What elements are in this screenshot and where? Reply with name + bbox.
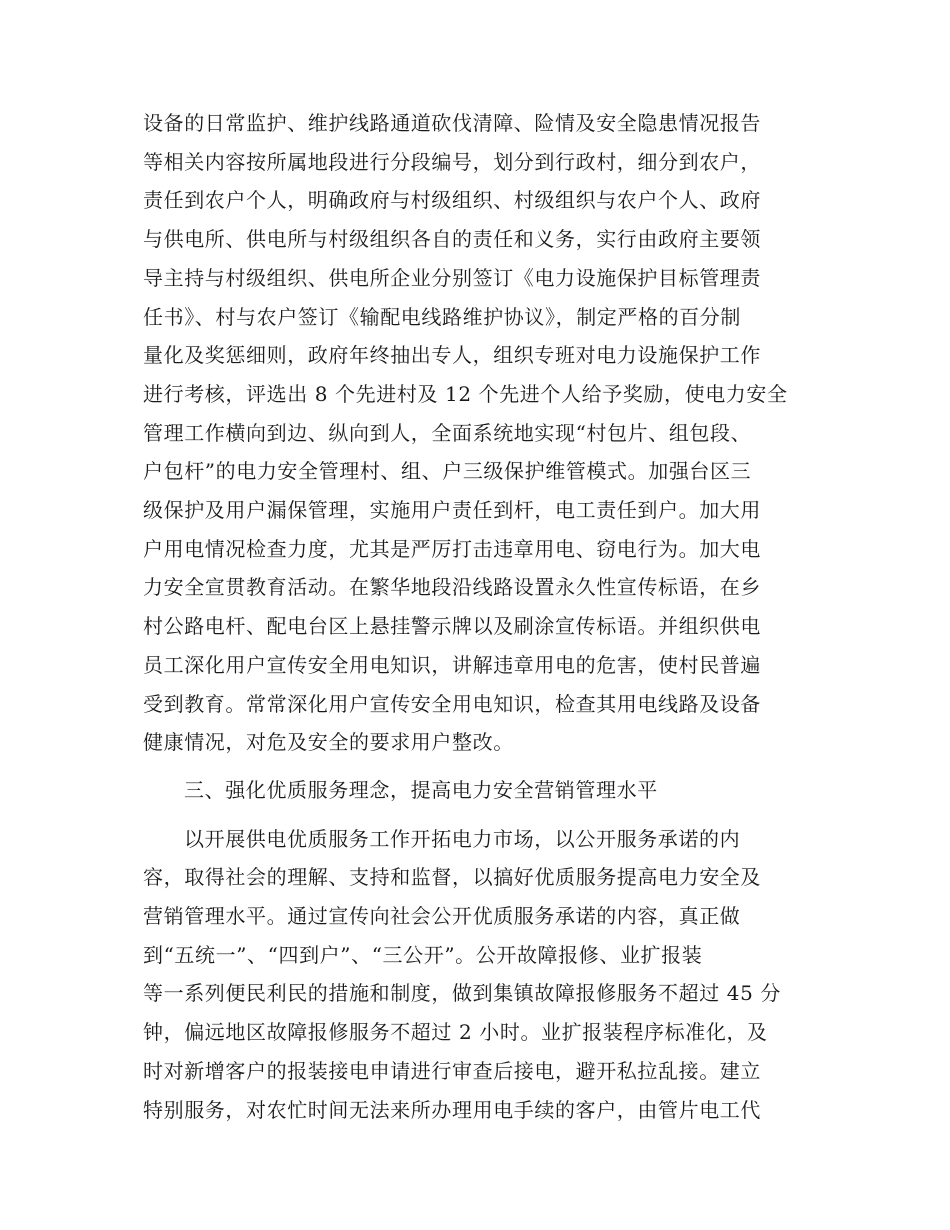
text-line: 级保护及用户漏保管理，实施用户责任到杆，电工责任到户。加大用 bbox=[143, 498, 761, 523]
text-line: 任书》、村与农户签订《输配电线路维护协议》，制定严格的百分制 bbox=[143, 304, 741, 329]
text-line: 健康情况，对危及安全的要求用户整改。 bbox=[143, 730, 514, 755]
text-line: 力安全宣贯教育活动。在繁华地段沿线路设置永久性宣传标语，在乡 bbox=[143, 575, 761, 600]
text-line: 进行考核，评选出 8 个先进村及 12 个先进个人给予奖励，使电力安全 bbox=[143, 381, 788, 406]
text-line: 容，取得社会的理解、支持和监督，以搞好优质服务提高电力安全及 bbox=[143, 865, 761, 890]
text-line: 设备的日常监护、维护线路通道砍伐清障、险情及安全隐患情况报告 bbox=[143, 111, 761, 135]
text-line: 特别服务，对农忙时间无法来所办理用电手续的客户，由管片电工代 bbox=[143, 1097, 761, 1122]
text-line: 等一系列便民利民的措施和制度，做到集镇故障报修服务不超过 45 分 bbox=[143, 981, 781, 1006]
text-line: 到“五统一”、“四到户”、“三公开”。公开故障报修、业扩报装 bbox=[143, 942, 703, 967]
text-line: 等相关内容按所属地段进行分段编号，划分到行政村，细分到农户， bbox=[143, 149, 761, 174]
text-line: 户包杆”的电力安全管理村、组、户三级保护维管模式。加强台区三 bbox=[143, 459, 752, 484]
section-heading: 三、强化优质服务理念，提高电力安全营销管理水平 bbox=[184, 777, 658, 802]
text-line: 户用电情况检查力度，尤其是严厉打击违章用电、窃电行为。加大电 bbox=[143, 536, 761, 561]
text-line: 钟，偏远地区故障报修服务不超过 2 小时。业扩报装程序标准化，及 bbox=[143, 1020, 768, 1045]
paragraph-continuation bbox=[143, 104, 800, 762]
text-line: 责任到农户个人，明确政府与村级组织、村级组织与农户个人、政府 bbox=[143, 188, 761, 213]
text-line: 村公路电杆、配电台区上悬挂警示牌以及刷涂宣传标语。并组织供电 bbox=[143, 614, 761, 639]
text-line: 管理工作横向到边、纵向到人，全面系统地实现“村包片、组包段、 bbox=[143, 420, 752, 445]
text-line: 员工深化用户宣传安全用电知识，讲解违章用电的危害，使村民普遍 bbox=[143, 652, 761, 677]
text-line: 受到教育。常常深化用户宣传安全用电知识，检查其用电线路及设备 bbox=[143, 691, 761, 716]
text-line: 量化及奖惩细则，政府年终抽出专人，组织专班对电力设施保护工作 bbox=[143, 343, 761, 368]
text-line: 以开展供电优质服务工作开拓电力市场，以公开服务承诺的内 bbox=[184, 826, 741, 851]
paragraph-service bbox=[143, 820, 800, 1130]
text-line: 导主持与村级组织、供电所企业分别签订《电力设施保护目标管理责 bbox=[143, 265, 761, 290]
text-line: 与供电所、供电所与村级组织各自的责任和义务，实行由政府主要领 bbox=[143, 227, 761, 252]
text-line: 时对新增客户的报装接电申请进行审查后接电，避开私拉乱接。建立 bbox=[143, 1058, 761, 1083]
text-line: 营销管理水平。通过宣传向社会公开优质服务承诺的内容，真正做 bbox=[143, 904, 741, 929]
document-page bbox=[143, 104, 800, 1129]
